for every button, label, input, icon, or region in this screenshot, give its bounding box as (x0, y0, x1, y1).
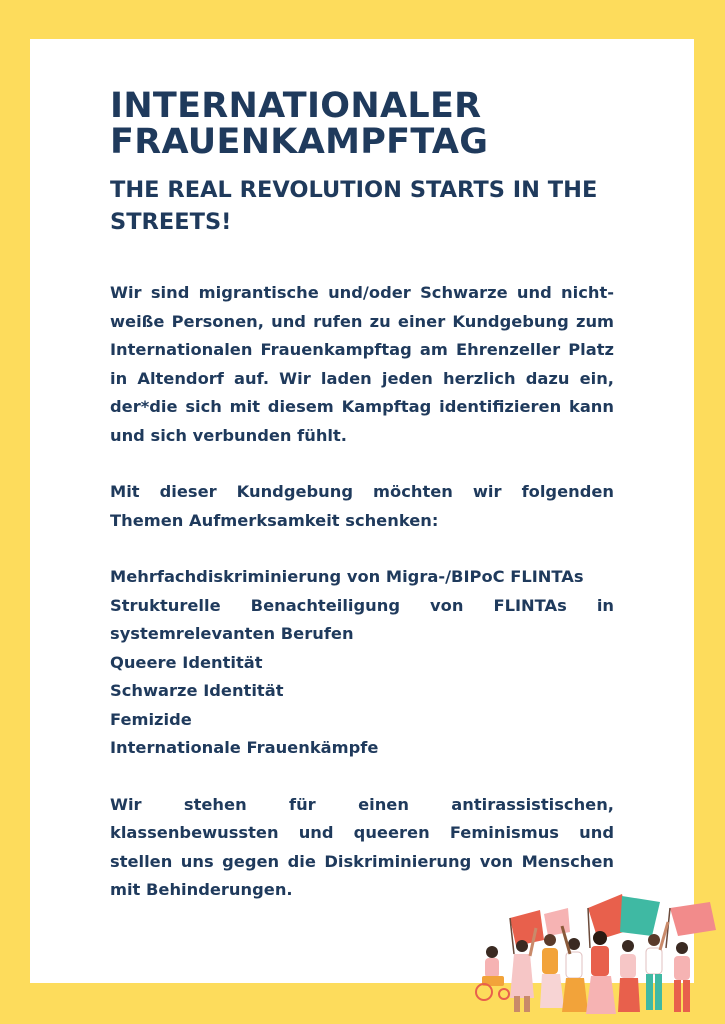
topic-item: Mehrfachdiskriminierung von Migra-/BIPoC FLINTAs (110, 567, 584, 586)
topic-item: Femizide (110, 709, 192, 729)
flyer-content (110, 88, 614, 905)
topic-item: Strukturelle Benachteiligung von FLINTAs in (110, 595, 614, 615)
subtitle: THE REAL REVOLUTION STARTS IN THE STREETS! (110, 177, 598, 235)
closing-paragraph: Wir stehen für einen antirassistischen, klassenbewussten und queeren Feminismus und stellen uns gegen die Diskriminierung von Menschen mit Behinderungen. (110, 794, 614, 899)
title-line-2: FRAUENKAMPFTAG (110, 122, 489, 162)
topics-list (110, 563, 614, 763)
flag-pink-icon (670, 902, 716, 936)
flag-red-small-icon (510, 910, 544, 946)
topic-item: systemrelevanten Berufen (110, 624, 354, 643)
protest-crowd-illustration (470, 888, 720, 1018)
topics-intro-paragraph: Mit dieser Kundgebung möchten wir folgenden Themen Aufmerksamkeit schenken: (110, 482, 614, 530)
page-title (110, 88, 614, 160)
person-head-icon (486, 946, 498, 958)
topic-item: Internationale Frauenkämpfe (110, 738, 379, 757)
flag-teal-icon (620, 896, 660, 936)
intro-paragraph: Wir sind migrantische und/oder Schwarze und nicht-weiße Personen, und rufen zu einer Kundgebung zum Internationalen Frauenkampftag am Ehrenzeller Platz in Altendorf auf. Wir laden jeden herzlich dazu ein, der*die sich mit diesem Kampftag identifizieren kann und sich verbunden fühlt. (110, 283, 614, 445)
topic-item: Schwarze Identität (110, 681, 284, 700)
topic-item: Queere Identität (110, 652, 263, 672)
title-line-1: INTERNATIONALER (110, 86, 482, 126)
